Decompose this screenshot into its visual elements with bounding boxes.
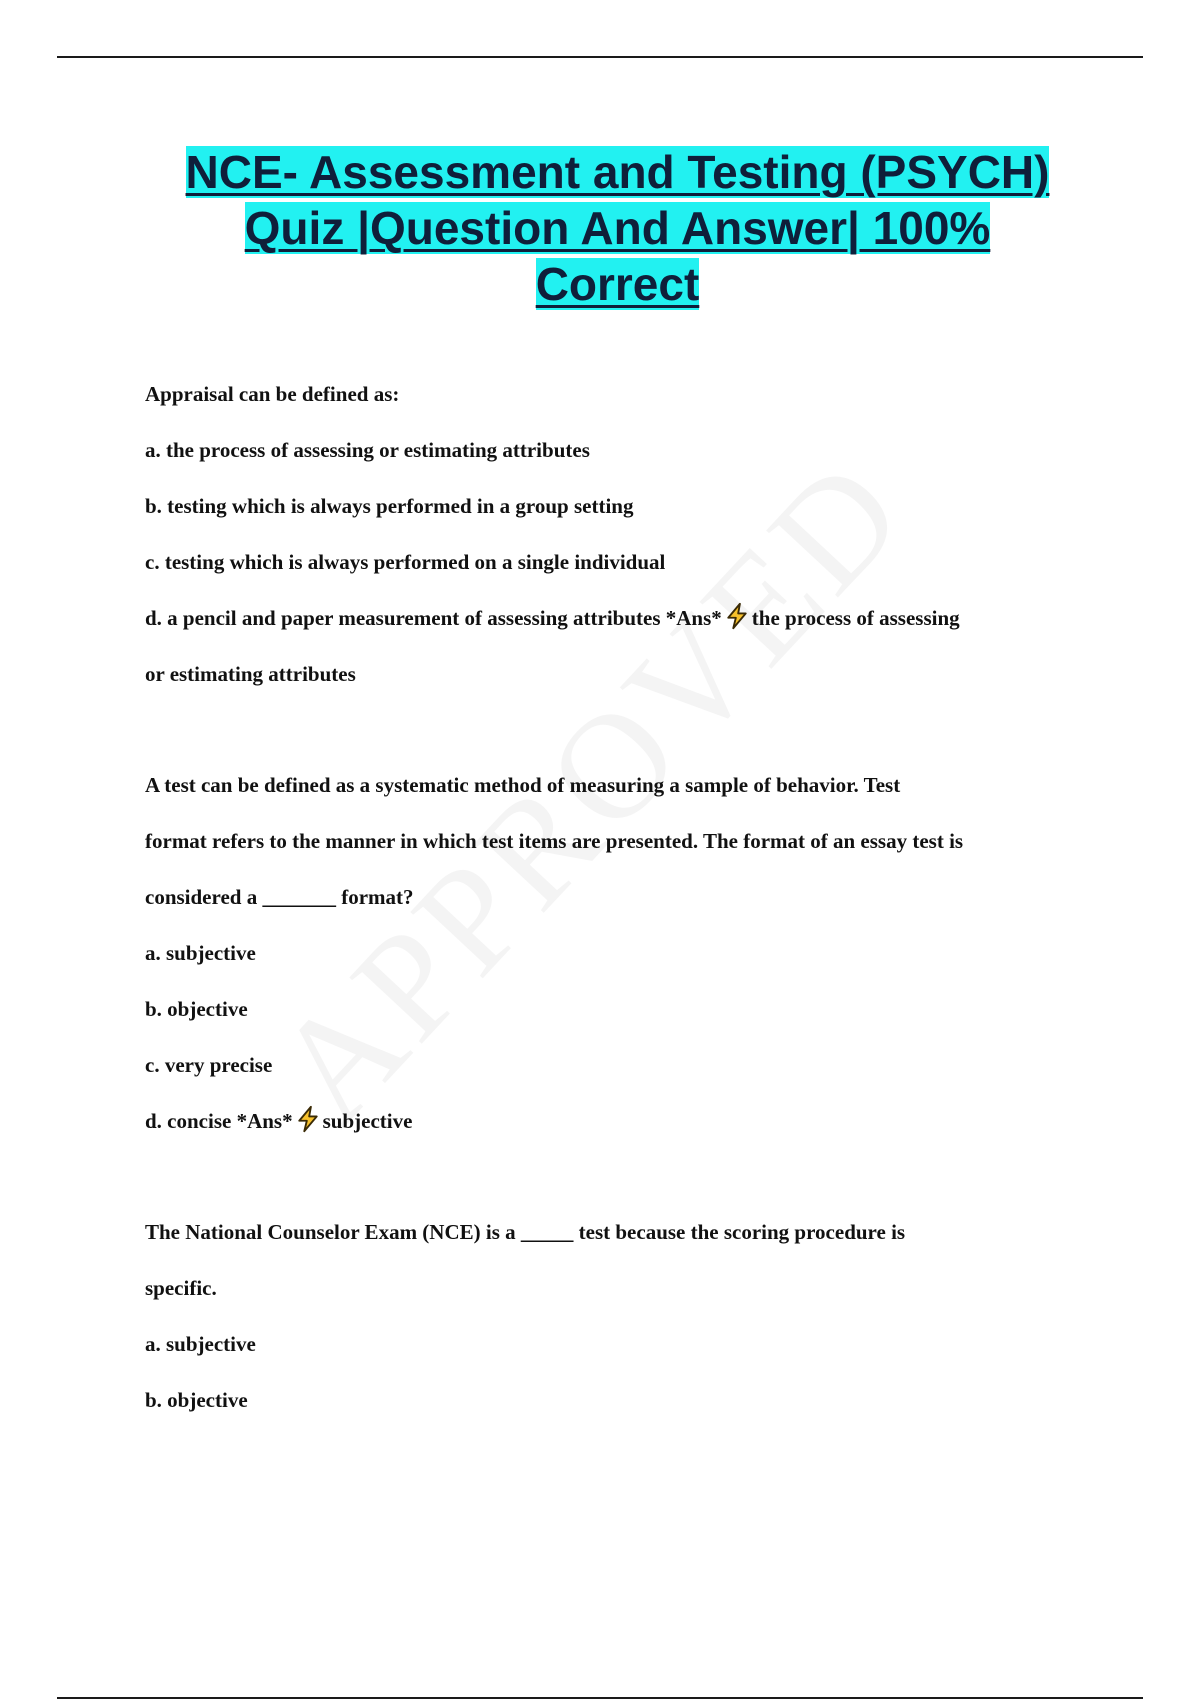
bottom-rule	[57, 1697, 1143, 1699]
answer-marker: *Ans*	[665, 606, 722, 630]
lightning-bolt-icon	[723, 602, 751, 630]
option-b: b. objective	[145, 997, 248, 1021]
quiz-content	[145, 366, 1090, 1428]
question-stem-line-1: The National Counselor Exam (NCE) is a _____ test because the scoring procedure is	[145, 1220, 906, 1244]
question-stem-line-1: A test can be defined as a systematic method of measuring a sample of behavior. Test	[145, 773, 901, 797]
answer-text: subjective	[322, 1109, 413, 1133]
option-a: a. the process of assessing or estimating attributes	[145, 438, 590, 462]
title-line-1: NCE- Assessment and Testing (PSYCH)	[185, 146, 1050, 198]
option-c: c. testing which is always performed on a single individual	[145, 550, 666, 574]
question-stem-line-3: considered a _______ format?	[145, 885, 414, 909]
question-stem: Appraisal can be defined as:	[145, 382, 400, 406]
answer-text: the process of assessing	[751, 606, 960, 630]
title-line-3: Correct	[535, 258, 700, 310]
question-3	[145, 1204, 1090, 1428]
option-d-with-answer	[145, 590, 1090, 646]
option-b: b. objective	[145, 1388, 248, 1412]
option-d-with-answer	[145, 1093, 1090, 1149]
title-line-2: Quiz |Question And Answer| 100%	[244, 202, 991, 254]
lightning-bolt-icon	[294, 1105, 322, 1133]
option-b: b. testing which is always performed in a group setting	[145, 494, 634, 518]
option-a: a. subjective	[145, 941, 256, 965]
question-stem-line-2: specific.	[145, 1276, 217, 1300]
answer-continuation: or estimating attributes	[145, 662, 356, 686]
question-1	[145, 366, 1090, 702]
question-stem-line-2: format refers to the manner in which test items are presented. The format of an essay test is	[145, 829, 964, 853]
top-rule	[57, 56, 1143, 58]
document-title	[100, 144, 1135, 312]
question-2	[145, 757, 1090, 1149]
option-c: c. very precise	[145, 1053, 273, 1077]
option-d: d. a pencil and paper measurement of assessing attributes	[145, 606, 661, 630]
answer-marker: *Ans*	[236, 1109, 293, 1133]
option-d: d. concise	[145, 1109, 232, 1133]
option-a: a. subjective	[145, 1332, 256, 1356]
